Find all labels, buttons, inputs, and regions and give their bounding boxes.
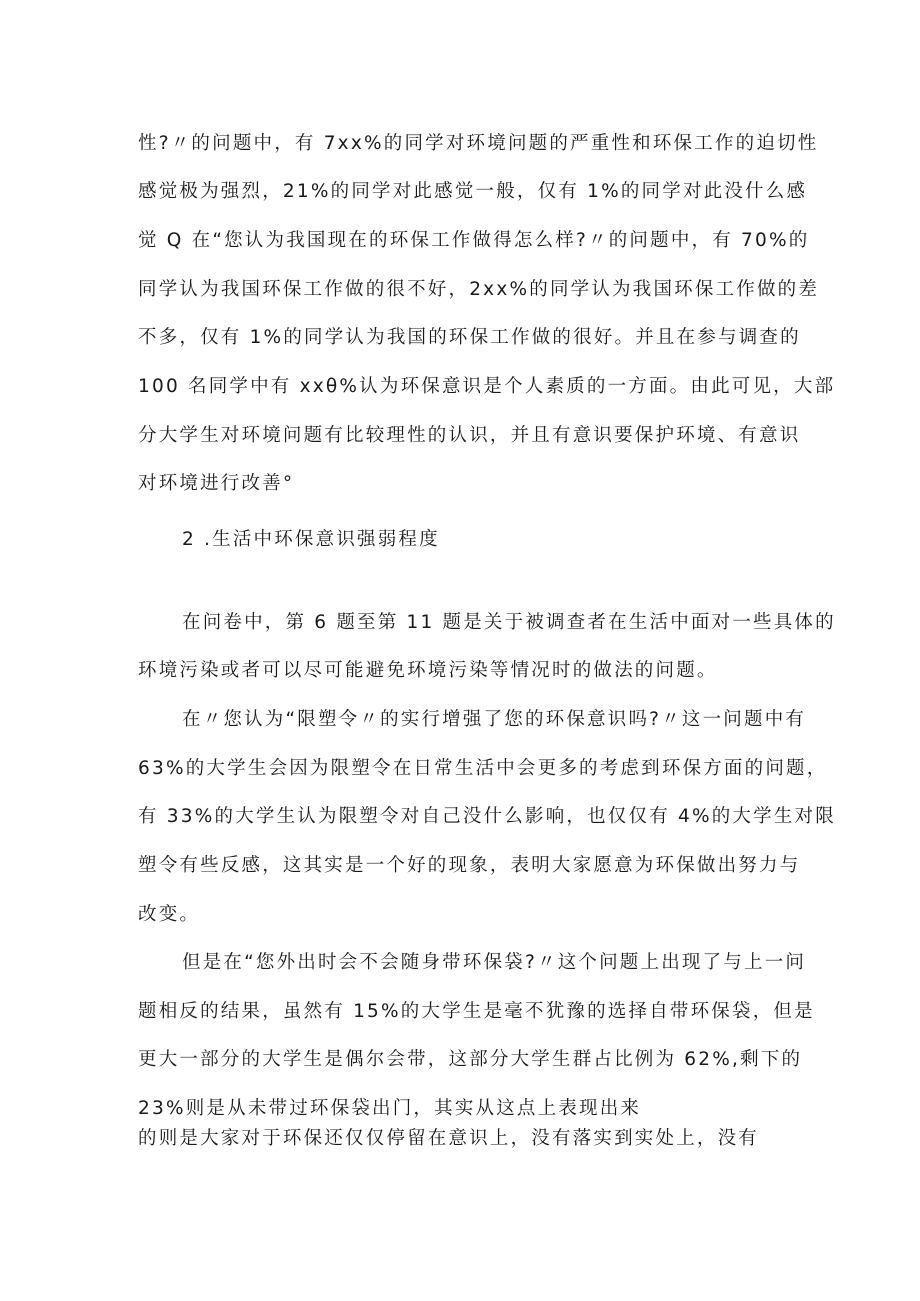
paragraph-4-line-5: 的则是大家对于环保还仅仅停留在意识上，没有落实到实处上，没有	[138, 1128, 760, 1149]
paragraph-4-line-3: 更大一部分的大学生是偶尔会带，这部分大学生群占比例为 62%,剩下的	[138, 1049, 803, 1070]
paragraph-3-line-5: 改变。	[138, 904, 201, 925]
paragraph-4-line-4: 23%则是从未带过环保袋出门，其实从这点上表现出来	[138, 1098, 642, 1119]
paragraph-1-line-8: 对环境进行改善°	[138, 473, 295, 494]
paragraph-2-line-1: 在问卷中，第 6 题至第 11 题是关于被调查者在生活中面对一些具体的	[182, 612, 836, 633]
paragraph-3-line-1: 在〃您认为“限塑令〃的实行增强了您的环保意识吗?〃这一问题中有	[182, 709, 807, 730]
paragraph-3-line-2: 63%的大学生会因为限塑令在日常生活中会更多的考虑到环保方面的问题，	[138, 758, 828, 779]
paragraph-1-line-5: 不多，仅有 1%的同学认为我国的环保工作做的很好。并且在参与调查的	[138, 327, 801, 348]
paragraph-1-line-4: 同学认为我国环保工作做的很不好，2xx%的同学认为我国环保工作做的差	[138, 279, 820, 300]
paragraph-1-line-3: 觉 Q 在“您认为我国现在的环保工作做得怎么样?〃的问题中，有 70%的	[138, 230, 810, 251]
paragraph-2-line-2: 环境污染或者可以尽可能避免环境污染等情况时的做法的问题。	[138, 660, 718, 681]
paragraph-1-line-1: 性?〃的问题中，有 7xx%的同学对环境问题的严重性和环保工作的迫切性	[138, 133, 819, 154]
paragraph-3-line-4: 塑令有些反感，这其实是一个好的现象，表明大家愿意为环保做出努力与	[138, 855, 801, 876]
section-heading: 2 .生活中环保意识强弱程度	[182, 529, 440, 550]
paragraph-1-line-2: 感觉极为强烈，21%的同学对此感觉一般，仅有 1%的同学对此没什么感	[138, 181, 808, 202]
paragraph-1-line-6: 100 名同学中有 xxθ%认为环保意识是个人素质的一方面。由此可见，大部	[138, 376, 836, 397]
paragraph-4-line-2: 题相反的结果，虽然有 15%的大学生是毫不犹豫的选择自带环保袋，但是	[138, 1001, 815, 1022]
paragraph-3-line-3: 有 33%的大学生认为限塑令对自己没什么影响，也仅仅有 4%的大学生对限	[138, 806, 836, 827]
paragraph-4-line-1: 但是在“您外出时会不会随身带环保袋?〃这个问题上出现了与上一问	[182, 952, 807, 973]
paragraph-1-line-7: 分大学生对环境问题有比较理性的认识，并且有意识要保护环境、有意识	[138, 425, 801, 446]
